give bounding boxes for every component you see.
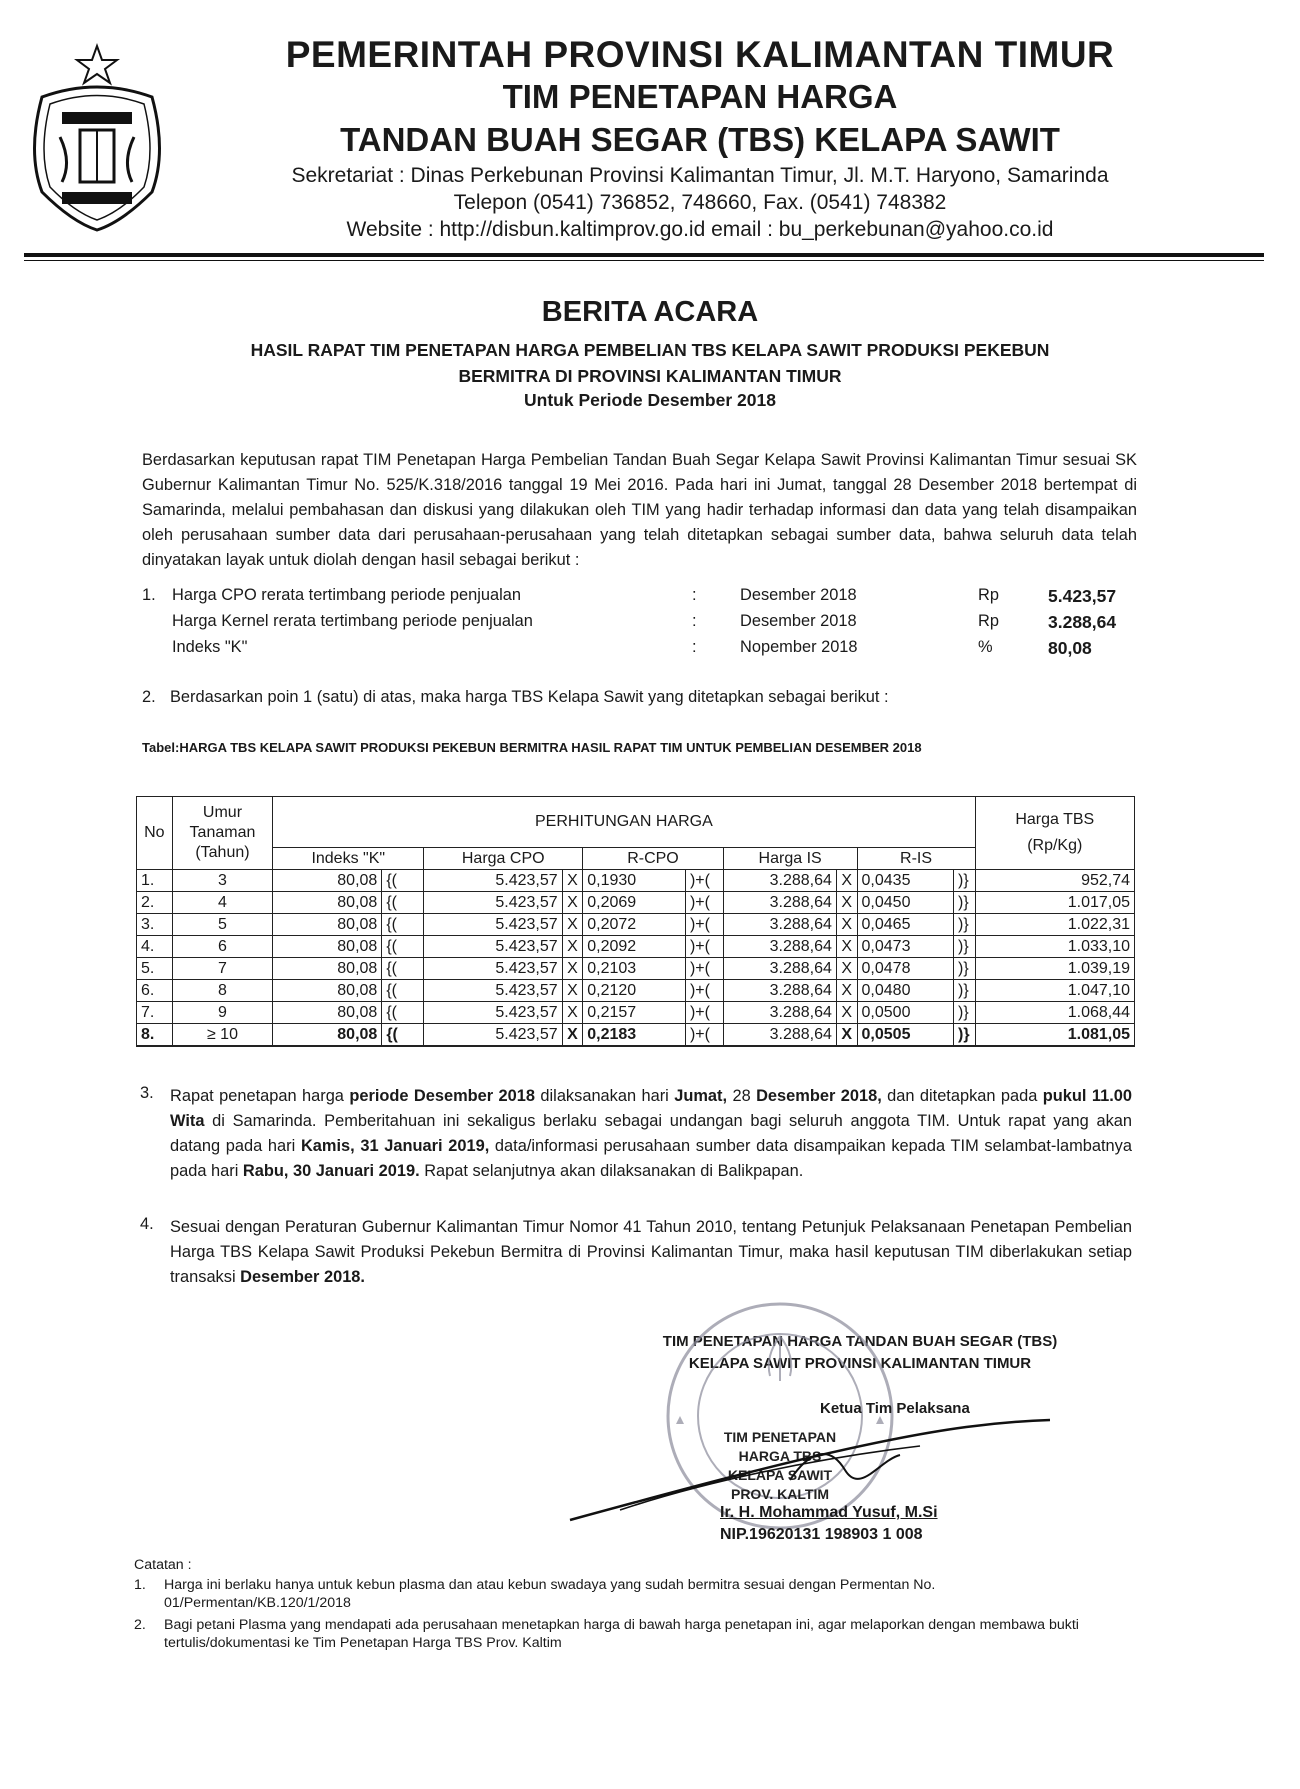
cell-harga-cpo: 5.423,57 — [424, 958, 562, 980]
signature-org-line-2: KELAPA SAWIT PROVINSI KALIMANTAN TIMUR — [688, 1355, 1032, 1372]
cell-op-times: X — [836, 1002, 857, 1024]
cell-harga-cpo: 5.423,57 — [424, 1002, 562, 1024]
cell-r-is: 0,0473 — [857, 936, 953, 958]
cell-harga-cpo: 5.423,57 — [424, 914, 562, 936]
cell-harga-cpo: 5.423,57 — [424, 892, 562, 914]
cell-r-cpo: 0,2069 — [583, 892, 686, 914]
p3-text-i: di Samarinda. Pemberitahuan ini sekaligus berlaku sebagai undangan bagi seluruh anggota TIM. Untuk rapat yang akan datang pada hari — [170, 1112, 1132, 1155]
cell-r-is: 0,0465 — [857, 914, 953, 936]
header-umur — [172, 797, 273, 870]
cell-r-cpo: 0,2092 — [583, 936, 686, 958]
cell-r-cpo: 0,1930 — [583, 870, 686, 892]
cell-op-plus: )+( — [685, 980, 723, 1002]
header-harga-is: Harga IS — [723, 848, 857, 870]
header-harga-line-2: (Rp/Kg) — [1027, 837, 1083, 854]
cell-no: 7. — [137, 1002, 173, 1024]
cell-r-cpo: 0,2183 — [583, 1024, 686, 1047]
cell-op-times: X — [562, 936, 583, 958]
cell-op-open: {( — [382, 980, 424, 1002]
stamp-text-1: TIM PENETAPAN — [723, 1429, 837, 1445]
letterhead-rule-thin — [24, 260, 1264, 261]
p3-deadline-bold: Rabu, 30 Januari 2019. — [242, 1162, 420, 1180]
letterhead-website: Website : http://disbun.kaltimprov.go.id email : bu_perkebunan@yahoo.co.id — [346, 218, 1054, 241]
row-value: 3.288,64 — [1048, 612, 1117, 632]
cell-op-plus: )+( — [685, 936, 723, 958]
cell-harga-tbs: 1.017,05 — [975, 892, 1134, 914]
row-unit: Rp — [978, 612, 999, 630]
cell-op-open: {( — [382, 1002, 424, 1024]
tbs-price-table — [136, 796, 1135, 1047]
cell-r-is: 0,0505 — [857, 1024, 953, 1047]
cell-op-plus: )+( — [685, 892, 723, 914]
point-2-text: Berdasarkan poin 1 (satu) di atas, maka harga TBS Kelapa Sawit yang ditetapkan sebagai berikut : — [170, 688, 889, 706]
table-row — [137, 870, 1135, 892]
cell-op-times: X — [562, 1002, 583, 1024]
row-label: Harga CPO rerata tertimbang periode penjualan — [172, 586, 521, 604]
cell-harga-tbs: 1.081,05 — [975, 1024, 1134, 1047]
cell-umur: ≥ 10 — [172, 1024, 273, 1047]
header-rcpo: R-CPO — [583, 848, 723, 870]
row-sep: : — [692, 612, 697, 630]
point-2-number: 2. — [142, 688, 156, 706]
row-label: Harga Kernel rerata tertimbang periode penjualan — [172, 612, 533, 630]
header-umur-line-3: (Tahun) — [195, 844, 250, 861]
note-number: 2. — [134, 1617, 146, 1633]
cell-op-times: X — [562, 914, 583, 936]
row-sep: : — [692, 586, 697, 604]
cell-op-open: {( — [382, 914, 424, 936]
cell-harga-is: 3.288,64 — [723, 1024, 836, 1047]
cell-umur: 4 — [172, 892, 273, 914]
stamp-text-3: KELAPA SAWIT — [727, 1467, 833, 1483]
header-harga-line-1: Harga TBS — [1015, 811, 1095, 828]
p4-text: Sesuai dengan Peraturan Gubernur Kalimantan Timur Nomor 41 Tahun 2010, tentang Petunjuk Pelaksanaan Penetapan Pembelian Harga TBS Kelapa Sawit Produksi Pekebun Bermitra di Provinsi Kalimantan Timur, maka hasil keputusan TIM diberlakukan setiap transaksi — [170, 1218, 1132, 1286]
cell-no: 3. — [137, 914, 173, 936]
cell-op-plus: )+( — [685, 1024, 723, 1047]
cell-harga-tbs: 1.047,10 — [975, 980, 1134, 1002]
cell-harga-is: 3.288,64 — [723, 958, 836, 980]
cell-op-close: )} — [953, 936, 975, 958]
cell-r-is: 0,0500 — [857, 1002, 953, 1024]
cell-harga-tbs: 1.039,19 — [975, 958, 1134, 980]
cell-op-close: )} — [953, 914, 975, 936]
cell-harga-tbs: 1.068,44 — [975, 1002, 1134, 1024]
letterhead-line-3: TANDAN BUAH SEGAR (TBS) KELAPA SAWIT — [340, 121, 1060, 158]
row-period: Nopember 2018 — [740, 638, 858, 656]
cell-harga-tbs: 952,74 — [975, 870, 1134, 892]
row-label: Indeks "K" — [172, 638, 248, 656]
cell-op-plus: )+( — [685, 914, 723, 936]
row-period: Desember 2018 — [740, 586, 857, 604]
cell-umur: 3 — [172, 870, 273, 892]
cell-op-close: )} — [953, 892, 975, 914]
cell-r-cpo: 0,2157 — [583, 1002, 686, 1024]
p3-text-e: 28 — [727, 1087, 757, 1105]
cell-op-times: X — [562, 980, 583, 1002]
cell-op-close: )} — [953, 1002, 975, 1024]
row-value: 5.423,57 — [1048, 586, 1117, 606]
cell-harga-is: 3.288,64 — [723, 980, 836, 1002]
point-1-row-cpo — [172, 586, 1172, 612]
cell-op-times: X — [562, 958, 583, 980]
cell-r-is: 0,0480 — [857, 980, 953, 1002]
document-subtitle-1: HASIL RAPAT TIM PENETAPAN HARGA PEMBELIAN TBS KELAPA SAWIT PRODUKSI PEKEBUN — [250, 340, 1050, 360]
document-title: BERITA ACARA — [541, 296, 759, 328]
letterhead-line-1: PEMERINTAH PROVINSI KALIMANTAN TIMUR — [285, 34, 1115, 75]
p3-text-a: Rapat penetapan harga — [170, 1087, 350, 1105]
document-subtitle-2: BERMITRA DI PROVINSI KALIMANTAN TIMUR — [458, 366, 842, 386]
notes-title: Catatan : — [134, 1557, 192, 1573]
cell-harga-tbs: 1.033,10 — [975, 936, 1134, 958]
document-period: Untuk Periode Desember 2018 — [524, 390, 776, 410]
cell-no: 1. — [137, 870, 173, 892]
cell-r-cpo: 0,2103 — [583, 958, 686, 980]
cell-op-times: X — [836, 892, 857, 914]
table-body — [137, 870, 1135, 1047]
stamp-text-2: HARGA TBS — [738, 1448, 822, 1464]
note-text: Bagi petani Plasma yang mendapati ada perusahaan menetapkan harga di bawah harga penetapan ini, agar melaporkan dengan membawa bukti tertulis/dokumentasi ke Tim Penetapan Harga TBS Prov. Kaltim — [164, 1617, 1079, 1651]
cell-harga-cpo: 5.423,57 — [424, 980, 562, 1002]
p3-month-bold: Desember 2018, — [756, 1087, 882, 1105]
cell-r-is: 0,0450 — [857, 892, 953, 914]
row-sep: : — [692, 638, 697, 656]
point-1-row-indeks — [172, 638, 1172, 664]
point-4-paragraph — [170, 1215, 1132, 1290]
cell-no: 4. — [137, 936, 173, 958]
cell-no: 5. — [137, 958, 173, 980]
table-row — [137, 980, 1135, 1002]
cell-harga-cpo: 5.423,57 — [424, 1024, 562, 1047]
cell-harga-cpo: 5.423,57 — [424, 870, 562, 892]
cell-op-open: {( — [382, 936, 424, 958]
table-row — [137, 958, 1135, 980]
cell-op-times: X — [836, 936, 857, 958]
cell-indeks-k: 80,08 — [273, 958, 382, 980]
cell-umur: 5 — [172, 914, 273, 936]
cell-harga-is: 3.288,64 — [723, 892, 836, 914]
table-header-row-1 — [137, 797, 1135, 848]
point-3-paragraph — [170, 1084, 1132, 1184]
cell-umur: 8 — [172, 980, 273, 1002]
cell-r-is: 0,0478 — [857, 958, 953, 980]
table-row — [137, 1002, 1135, 1024]
p3-text-c: dilaksanakan hari — [535, 1087, 675, 1105]
cell-harga-tbs: 1.022,31 — [975, 914, 1134, 936]
cell-op-open: {( — [382, 892, 424, 914]
cell-op-plus: )+( — [685, 958, 723, 980]
header-no: No — [137, 797, 173, 870]
cell-op-plus: )+( — [685, 1002, 723, 1024]
p3-text-k: data/informasi perusahaan sumber data disampaikan kepada TIM selambat-lambatnya pada hari — [170, 1137, 1132, 1180]
p3-next-meeting-bold: Kamis, 31 Januari 2019, — [300, 1137, 490, 1155]
notes-item-1 — [134, 1576, 1094, 1612]
signature-role: Ketua Tim Pelaksana — [820, 1400, 970, 1417]
row-value: 80,08 — [1048, 638, 1092, 658]
row-period: Desember 2018 — [740, 612, 857, 630]
signatory-name: Ir. H. Mohammad Yusuf, M.Si — [720, 1504, 938, 1521]
notes-item-2 — [134, 1616, 1094, 1652]
p3-text-g: dan ditetapkan pada — [881, 1087, 1043, 1105]
cell-indeks-k: 80,08 — [273, 892, 382, 914]
cell-harga-is: 3.288,64 — [723, 914, 836, 936]
letterhead-secretariat: Sekretariat : Dinas Perkebunan Provinsi Kalimantan Timur, Jl. M.T. Haryono, Samarinda — [291, 164, 1109, 187]
header-harga-tbs — [975, 797, 1134, 870]
cell-no: 8. — [137, 1024, 173, 1047]
point-1-row-kernel — [172, 612, 1172, 638]
cell-op-times: X — [836, 958, 857, 980]
cell-op-times: X — [562, 870, 583, 892]
p4-month-bold: Desember 2018. — [240, 1268, 365, 1286]
header-umur-line-2: Tanaman — [189, 824, 256, 841]
cell-indeks-k: 80,08 — [273, 936, 382, 958]
point-1-rows — [172, 586, 1172, 664]
cell-op-open: {( — [382, 1024, 424, 1047]
header-ris: R-IS — [857, 848, 975, 870]
header-umur-line-1: Umur — [202, 804, 243, 821]
point-3-number: 3. — [140, 1084, 154, 1102]
p3-text-m: Rapat selanjutnya akan dilaksanakan di Balikpapan. — [419, 1162, 804, 1180]
cell-op-close: )} — [953, 870, 975, 892]
note-number: 1. — [134, 1577, 146, 1593]
cell-op-times: X — [836, 1024, 857, 1047]
cell-op-open: {( — [382, 958, 424, 980]
note-text: Harga ini berlaku hanya untuk kebun plasma dan atau kebun swadaya yang sudah bermitra sesuai dengan Permentan No. 01/Permentan/KB.120/1/2018 — [164, 1577, 936, 1611]
table-caption: Tabel:HARGA TBS KELAPA SAWIT PRODUKSI PEKEBUN BERMITRA HASIL RAPAT TIM UNTUK PEMBELIAN DESEMBER 2018 — [142, 740, 922, 755]
cell-op-times: X — [836, 914, 857, 936]
cell-op-close: )} — [953, 1024, 975, 1047]
letterhead-rule-thick — [24, 253, 1264, 257]
cell-r-cpo: 0,2120 — [583, 980, 686, 1002]
cell-indeks-k: 80,08 — [273, 1024, 382, 1047]
table-row — [137, 892, 1135, 914]
cell-harga-is: 3.288,64 — [723, 1002, 836, 1024]
cell-no: 6. — [137, 980, 173, 1002]
cell-op-close: )} — [953, 958, 975, 980]
cell-umur: 7 — [172, 958, 273, 980]
stamp-text-4: PROV. KALTIM — [730, 1486, 829, 1502]
p3-day-bold: Jumat, — [674, 1087, 728, 1105]
p3-period-bold: periode Desember 2018 — [349, 1087, 536, 1105]
header-indeks: Indeks "K" — [273, 848, 424, 870]
intro-paragraph: Berdasarkan keputusan rapat TIM Penetapan Harga Pembelian Tandan Buah Segar Kelapa Sawit Provinsi Kalimantan Timur sesuai SK Gubernur Kalimantan Timur No. 525/K.318/2016 tanggal 19 Mei 2016. Pada hari ini Jumat, tanggal 28 Desember 2018 bertempat di Samarinda, melalui pembahasan dan diskusi yang dilakukan oleh TIM yang hadir terhadap informasi dan data yang telah disampaikan oleh perusahaan sumber data dari perusahaan-perusahaan yang telah ditetapkan sebagai sumber data, bahwa seluruh data telah dinyatakan layak untuk diolah dengan hasil sebagai berikut : — [142, 451, 1137, 569]
cell-op-times: X — [562, 892, 583, 914]
p3-time-bold: pukul 11.00 Wita — [170, 1087, 1132, 1130]
cell-op-times: X — [836, 980, 857, 1002]
cell-op-times: X — [562, 1024, 583, 1047]
cell-no: 2. — [137, 892, 173, 914]
point-4-number: 4. — [140, 1215, 154, 1233]
cell-indeks-k: 80,08 — [273, 914, 382, 936]
cell-umur: 6 — [172, 936, 273, 958]
cell-op-plus: )+( — [685, 870, 723, 892]
cell-harga-cpo: 5.423,57 — [424, 936, 562, 958]
table-row — [137, 1024, 1135, 1047]
row-unit: Rp — [978, 586, 999, 604]
cell-indeks-k: 80,08 — [273, 980, 382, 1002]
signatory-nip: NIP.19620131 198903 1 008 — [720, 1526, 923, 1543]
letterhead-line-2: TIM PENETAPAN HARGA — [502, 78, 898, 115]
header-cpo: Harga CPO — [424, 848, 583, 870]
cell-op-times: X — [836, 870, 857, 892]
cell-r-is: 0,0435 — [857, 870, 953, 892]
province-emblem-logo — [22, 42, 172, 232]
cell-op-close: )} — [953, 980, 975, 1002]
cell-op-open: {( — [382, 870, 424, 892]
cell-umur: 9 — [172, 1002, 273, 1024]
cell-harga-is: 3.288,64 — [723, 870, 836, 892]
cell-indeks-k: 80,08 — [273, 870, 382, 892]
cell-indeks-k: 80,08 — [273, 1002, 382, 1024]
table-row — [137, 936, 1135, 958]
table-row — [137, 914, 1135, 936]
header-perhitungan: PERHITUNGAN HARGA — [273, 797, 975, 848]
letterhead-phone: Telepon (0541) 736852, 748660, Fax. (0541) 748382 — [453, 191, 947, 214]
cell-r-cpo: 0,2072 — [583, 914, 686, 936]
cell-harga-is: 3.288,64 — [723, 936, 836, 958]
point-1-number: 1. — [142, 586, 156, 604]
signature-org-line-1: TIM PENETAPAN HARGA TANDAN BUAH SEGAR (TBS) — [662, 1333, 1058, 1350]
row-unit: % — [978, 638, 993, 656]
